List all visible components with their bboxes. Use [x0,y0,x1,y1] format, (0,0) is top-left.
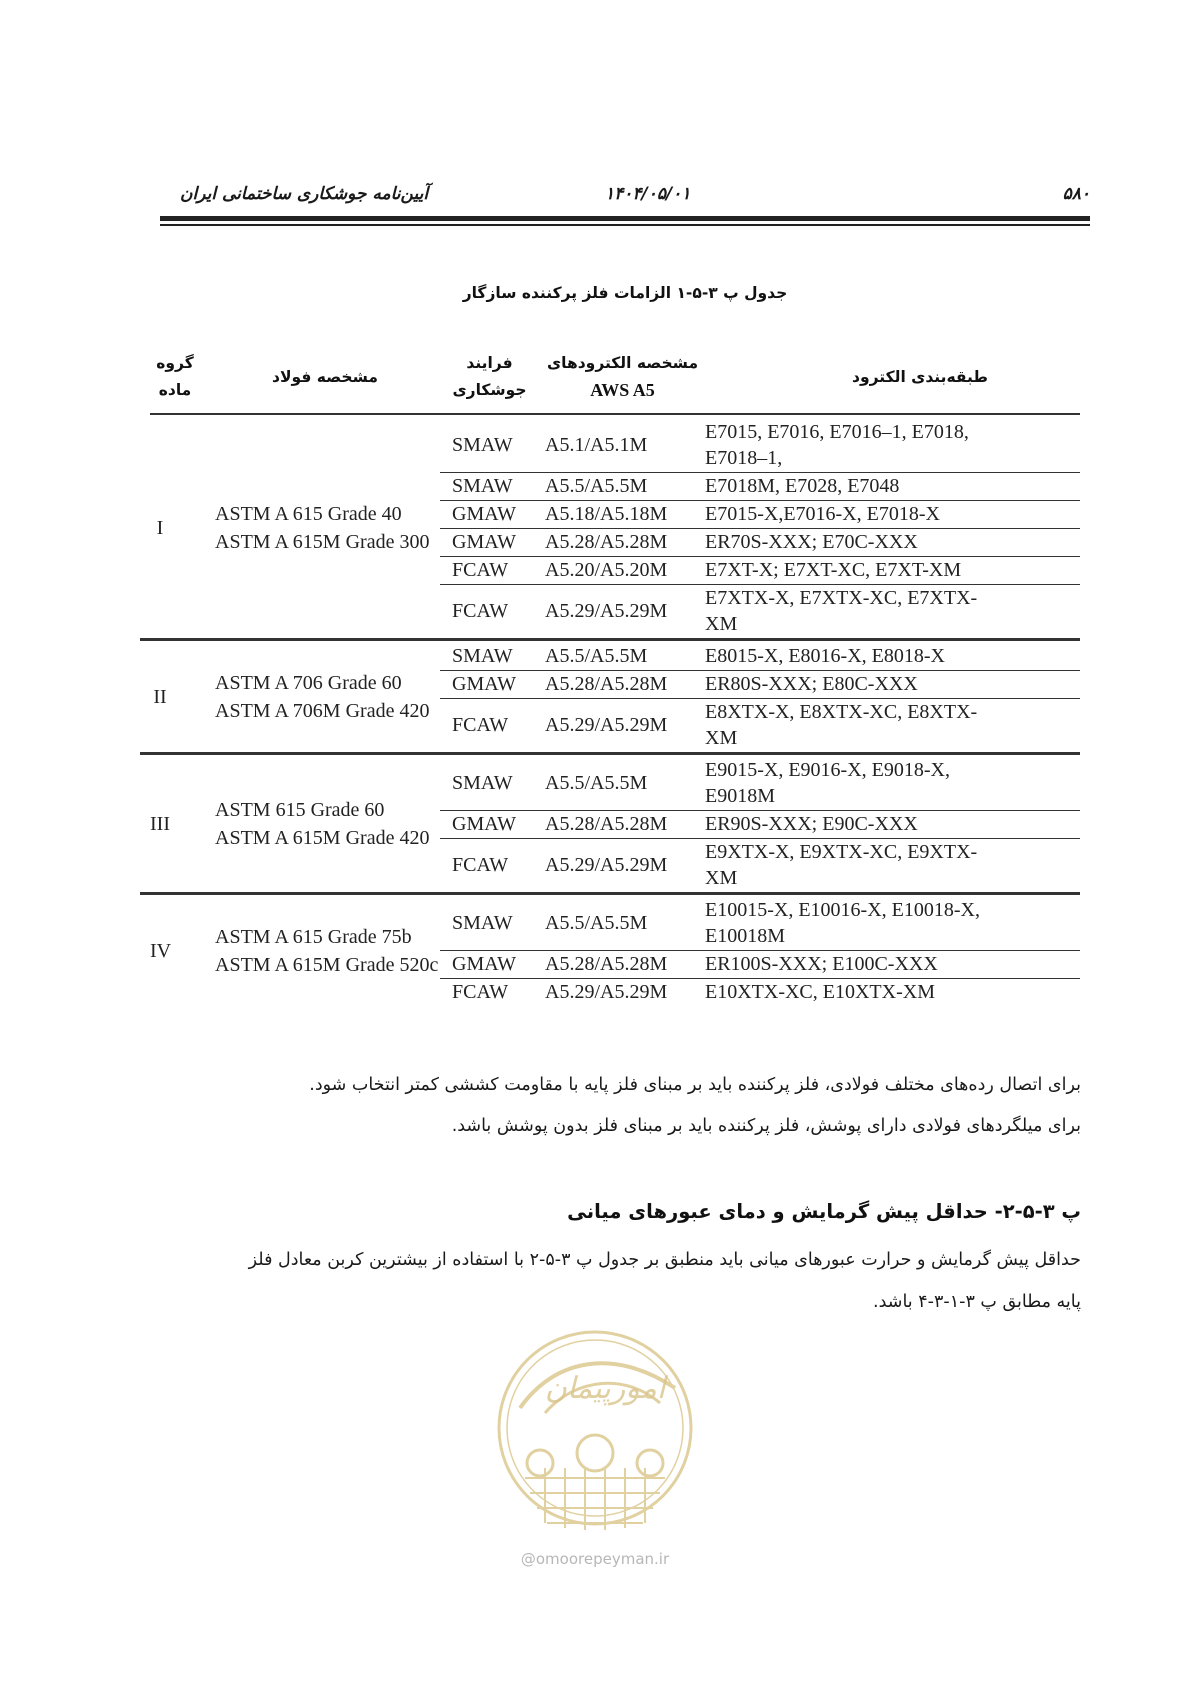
book-title: آیین‌نامه جوشکاری ساختمانی ایران [180,184,429,204]
cell-classification: E10015-X, E10016-X, E10018-X, [705,899,980,921]
section-body-line2: پایه مطابق پ ۳-۱-۳-۴ باشد. [873,1292,1081,1312]
cell-electrode-spec: A5.20/A5.20M [545,559,668,581]
header-electrode-spec-line2: AWS A5 [590,380,655,400]
cell-classification: E10XTX-XC, E10XTX-XM [705,981,935,1003]
omoorepeyman-seal-watermark [485,1318,705,1578]
cell-group: III [150,813,170,835]
cell-classification: ER80S-XXX; E80C-XXX [705,673,918,695]
cell-electrode-spec: A5.28/A5.28M [545,673,668,695]
cell-steel-spec: ASTM A 706M Grade 420 [215,700,430,722]
cell-classification: E9015-X, E9016-X, E9018-X, [705,759,950,781]
header-group-line1: گروه [156,354,194,372]
cell-steel-spec: ASTM A 706 Grade 60 [215,672,402,694]
cell-classification: XM [705,867,738,889]
publication-date: ۱۴۰۴/۰۵/۰۱ [605,184,691,204]
cell-process: SMAW [452,645,513,667]
page-number: ۵۸۰ [1062,184,1090,204]
cell-classification: XM [705,613,738,635]
header-group [150,350,200,404]
cell-process: GMAW [452,673,516,695]
cell-electrode-spec: A5.5/A5.5M [545,772,648,794]
header-classification: طبقه‌بندی الکترود [852,368,988,386]
cell-steel-spec: ASTM A 615M Grade 420 [215,827,430,849]
cell-steel-spec: ASTM A 615M Grade 520c [215,954,439,976]
cell-process: GMAW [452,531,516,553]
cell-electrode-spec: A5.29/A5.29M [545,981,668,1003]
section-heading: پ ۳-۵-۲- حداقل پیش گرمایش و دمای عبورهای میانی [567,1200,1081,1223]
cell-electrode-spec: A5.28/A5.28M [545,813,668,835]
header-group-line2: ماده [158,381,192,399]
cell-classification: E8015-X, E8016-X, E8018-X [705,645,945,667]
cell-classification: E9018M [705,785,775,807]
cell-process: FCAW [452,714,509,736]
cell-electrode-spec: A5.5/A5.5M [545,475,648,497]
cell-classification: E7015-X,E7016-X, E7018-X [705,503,940,525]
cell-group: I [156,517,164,539]
cell-classification: XM [705,727,738,749]
cell-classification: E8XTX-X, E8XTX-XC, E8XTX- [705,701,978,723]
cell-process: SMAW [452,772,513,794]
header-rule-thick [160,216,1090,221]
cell-classification: ER70S-XXX; E70C-XXX [705,531,918,553]
cell-electrode-spec: A5.28/A5.28M [545,531,668,553]
cell-classification: E7XTX-X, E7XTX-XC, E7XTX- [705,587,978,609]
cell-process: SMAW [452,475,513,497]
cell-classification: E7015, E7016, E7016–1, E7018, [705,421,969,443]
cell-classification: E7XT-X; E7XT-XC, E7XT-XM [705,559,962,581]
filler-metal-table [150,356,1080,1056]
cell-process: FCAW [452,854,509,876]
group-rule [140,638,1080,641]
cell-process: FCAW [452,559,509,581]
cell-classification: ER90S-XXX; E90C-XXX [705,813,918,835]
header-rule-thin [160,224,1090,226]
cell-electrode-spec: A5.5/A5.5M [545,912,648,934]
group-rule [140,752,1080,755]
cell-classification: E7018M, E7028, E7048 [705,475,900,497]
header-steel-spec: مشخصه فولاد [272,368,378,386]
section-body-line1: حداقل پیش گرمایش و حرارت عبورهای میانی باید منطبق بر جدول پ ۳-۵-۲ با استفاده از بیشترین کربن معادل فلز [248,1250,1081,1270]
header-process-line1: فرایند [466,354,513,372]
header-electrode-spec-line1: مشخصه الکترودهای [546,354,699,372]
cell-steel-spec: ASTM A 615M Grade 300 [215,531,430,553]
header-process [447,350,532,404]
cell-process: SMAW [452,912,513,934]
cell-steel-spec: ASTM A 615 Grade 40 [215,503,402,525]
cell-process: GMAW [452,503,516,525]
cell-classification: E9XTX-X, E9XTX-XC, E9XTX- [705,841,978,863]
cell-electrode-spec: A5.29/A5.29M [545,600,668,622]
cell-electrode-spec: A5.18/A5.18M [545,503,668,525]
cell-steel-spec: ASTM 615 Grade 60 [215,799,385,821]
note-2: برای میلگردهای فولادی دارای پوشش، فلز پرکننده باید بر مبنای فلز بدون پوشش باشد. [451,1116,1081,1136]
cell-electrode-spec: A5.29/A5.29M [545,854,668,876]
note-1: برای اتصال رده‌های مختلف فولادی، فلز پرکننده باید بر مبنای فلز پایه با مقاومت کششی کمتر انتخاب شود. [309,1075,1081,1095]
cell-process: GMAW [452,953,516,975]
cell-electrode-spec: A5.29/A5.29M [545,714,668,736]
header-process-line2: جوشکاری [452,381,527,399]
running-head [160,184,1090,210]
group-rule [140,892,1080,895]
seal-url: @omoorepeyman.ir [520,1550,670,1568]
cell-process: SMAW [452,434,513,456]
cell-electrode-spec: A5.1/A5.1M [545,434,648,456]
header-electrode-spec [535,350,710,404]
cell-classification: E7018–1, [705,447,783,469]
cell-process: FCAW [452,600,509,622]
table-title: جدول پ ۳-۵-۱ الزامات فلز پرکننده سازگار [462,284,788,302]
cell-steel-spec: ASTM A 615 Grade 75b [215,926,412,948]
header-rule [150,413,1080,415]
cell-process: FCAW [452,981,509,1003]
cell-electrode-spec: A5.28/A5.28M [545,953,668,975]
seal-text: امورپیمان [544,1371,666,1406]
cell-group: II [153,686,167,708]
cell-group: IV [150,940,172,962]
cell-classification: E10018M [705,925,785,947]
cell-process: GMAW [452,813,516,835]
cell-electrode-spec: A5.5/A5.5M [545,645,648,667]
cell-classification: ER100S-XXX; E100C-XXX [705,953,938,975]
